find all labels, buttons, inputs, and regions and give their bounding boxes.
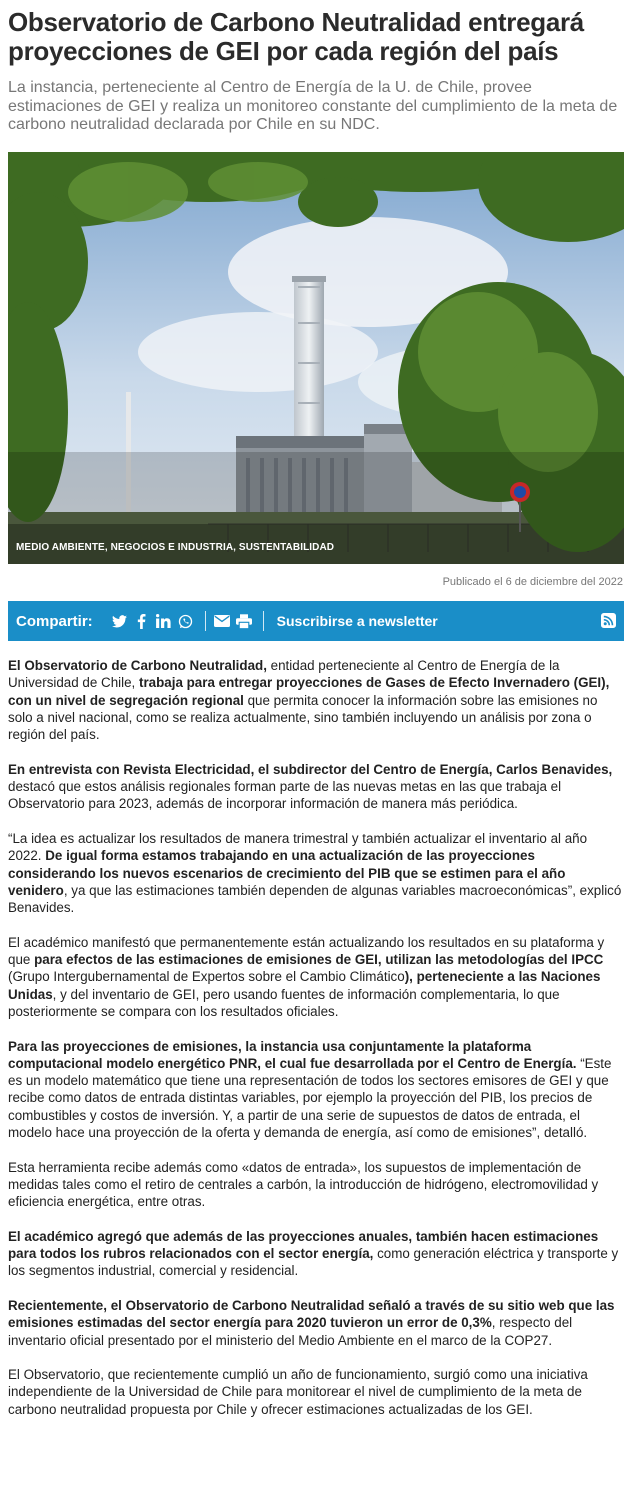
paragraph: El Observatorio, que recientemente cumplió un año de funcionamiento, surgió como una iniciativa independiente de la Universidad de Chile para monitorear el nivel de cumplimiento de la meta de carbono neutralidad propuesta por Chile y ofrecer estimaciones actualizadas de los GEI. — [8, 1367, 588, 1417]
paragraph: En entrevista con Revista Electricidad, el subdirector del Centro de Energía, Carlos Benavides, destacó que estos análisis regionales forman parte de las nuevas metas en las que trabaja el Observatorio para 2023, además de incorporar información de manera más periódica. — [8, 761, 613, 812]
paragraph: Para las proyecciones de emisiones, la instancia usa conjuntamente la plataforma computacional modelo energético PNR, el cual fue desarrollada por el Centro de Energía. “Este es un modelo matemático que tiene una representación de todos los sectores emisores de GEI y que recibe como datos de entrada distintas variables, por ejemplo la proyección del PIB, los precios de combustibles y costos de inversión. Y, a partir de una serie de supuestos de datos de entrada, el modelo hace una proyección de la oferta y demanda de energía, así como de emisiones”, detalló. — [8, 1038, 612, 1141]
article-body — [8, 657, 624, 1435]
category-tag[interactable]: NEGOCIOS E INDUSTRIA — [110, 542, 234, 553]
twitter-icon[interactable] — [111, 612, 129, 630]
paragraph: El académico agregó que además de las proyecciones anuales, también hacen estimaciones para todos los rubros relacionados con el sector energía, como generación eléctrica y transporte y los segmentos industrial, comercial y residencial. — [8, 1228, 619, 1279]
paragraph: El académico manifestó que permanentemente están actualizando los resultados en su plataforma y que para efectos de las estimaciones de emisiones de GEI, utilizan las metodologías del IPCC (Grupo Intergubernamental de Expertos sobre el Cambio Climático), perteneciente a las Naciones Unidas, y del inventario de GEI, pero usando fuentes de información complementaria, lo que posteriormente se compara con los resultados oficiales. — [8, 934, 605, 1019]
share-divider — [205, 611, 206, 631]
rss-icon[interactable] — [601, 613, 616, 628]
paragraph: Esta herramienta recibe además como «datos de entrada», los supuestos de implementación de medidas tales como el retiro de centrales a carbón, la introducción de hidrógeno, electromovilidad y eficiencia energética, entre otras. — [8, 1159, 599, 1210]
share-divider — [263, 611, 264, 631]
category-tags: MEDIO AMBIENTE, NEGOCIOS E INDUSTRIA, SUSTENTABILIDAD — [16, 542, 335, 553]
whatsapp-icon[interactable] — [177, 612, 195, 630]
hero-image — [8, 152, 624, 564]
facebook-icon[interactable] — [133, 612, 151, 630]
paragraph: El Observatorio de Carbono Neutralidad, entidad perteneciente al Centro de Energía de la Universidad de Chile, trabaja para entregar proyecciones de Gases de Efecto Invernadero (GEI), con un nivel de segregación regional que permita conocer la información sobre las emisiones no solo a nivel nacional, como se realiza actualmente, sino también incluyendo un análisis por zona o región del país. — [8, 658, 610, 743]
paragraph: “La idea es actualizar los resultados de manera trimestral y también actualizar el inventario al año 2022. De igual forma estamos trabajando en una actualización de las proyecciones considerando los nuevos escenarios de crecimiento del PIB que se estimen para el año venidero, ya que las estimaciones también dependen de algunas variables macroeconómicas”, explicó Benavides. — [8, 830, 622, 916]
publish-date: Publicado el 6 de diciembre del 2022 — [442, 576, 623, 588]
share-bar — [8, 601, 624, 641]
article-lead: La instancia, perteneciente al Centro de Energía de la U. de Chile, provee estimaciones de GEI y realiza un monitoreo constante del cumplimiento de la meta de carbono neutralidad declarada por Chile en su NDC. — [8, 79, 618, 133]
power-plant-photo — [8, 152, 624, 564]
category-tag[interactable]: SUSTENTABILIDAD — [238, 542, 335, 553]
email-icon[interactable] — [213, 612, 231, 630]
category-tag[interactable]: MEDIO AMBIENTE — [16, 542, 105, 553]
print-icon[interactable] — [235, 612, 253, 630]
paragraph: Recientemente, el Observatorio de Carbono Neutralidad señaló a través de su sitio web que las emisiones estimadas del sector energía para 2020 tuvieron un error de 0,3%, respecto del inventario oficial presentado por el ministerio del Medio Ambiente en el marco de la COP27. — [8, 1297, 615, 1348]
share-label: Compartir: — [16, 612, 93, 630]
linkedin-icon[interactable] — [155, 612, 173, 630]
newsletter-link[interactable]: Suscribirse a newsletter — [276, 613, 438, 629]
article-title: Observatorio de Carbono Neutralidad entregará proyecciones de GEI por cada región del país — [8, 7, 584, 66]
